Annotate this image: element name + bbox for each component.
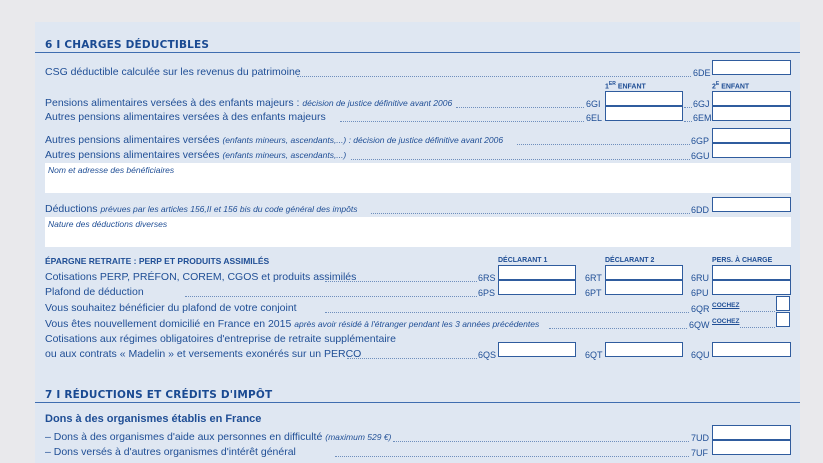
dot-leader [185, 296, 477, 297]
input-6rt[interactable] [605, 265, 683, 280]
dot-leader [456, 107, 584, 108]
epargne-title: ÉPARGNE RETRAITE : PERP ET PRODUITS ASSIMILÉS [45, 256, 270, 266]
dot-leader [335, 456, 689, 457]
dot-leader [740, 327, 775, 328]
code-6ru: 6RU [691, 273, 710, 283]
code-6gj: 6GJ [693, 99, 710, 109]
input-6qt[interactable] [605, 342, 683, 357]
cochez-6qw: COCHEZ [712, 318, 740, 325]
code-6rt: 6RT [585, 273, 602, 283]
code-6dd: 6DD [691, 205, 710, 215]
dons-title: Dons à des organismes établis en France [45, 413, 262, 425]
conjoint-label: Vous souhaitez bénéficier du plafond de votre conjoint [45, 302, 297, 314]
checkbox-6qw[interactable] [776, 312, 790, 327]
code-6qt: 6QT [585, 350, 603, 360]
input-6gj[interactable] [712, 91, 791, 106]
autres-majeurs-label: Autres pensions alimentaires versées à des enfants majeurs [45, 111, 326, 123]
input-6gi[interactable] [605, 91, 683, 106]
cotisations-perp-label: Cotisations PERP, PRÉFON, COREM, CGOS et produits assimilés [45, 271, 357, 283]
code-6pu: 6PU [691, 288, 709, 298]
dot-leader [325, 312, 689, 313]
dot-leader [340, 121, 584, 122]
nature-field[interactable] [45, 217, 791, 247]
section-7-title: 7 I RÉDUCTIONS ET CRÉDITS D'IMPÔT [45, 389, 273, 401]
code-6rs: 6RS [478, 273, 496, 283]
header-declarant-1: DÉCLARANT 1 [498, 257, 548, 264]
code-6ps: 6PS [478, 288, 496, 298]
section-7-rule [35, 402, 800, 403]
dot-leader [684, 107, 692, 108]
input-6ps[interactable] [498, 280, 576, 295]
cochez-6qr: COCHEZ [712, 302, 740, 309]
beneficiaires-label: Nom et adresse des bénéficiaires [48, 165, 175, 175]
input-6el[interactable] [605, 106, 683, 121]
section-6-rule [35, 52, 800, 53]
regimes-label-line1: Cotisations aux régimes obligatoires d'entreprise de retraite supplémentaire [45, 333, 397, 345]
nature-label: Nature des déductions diverses [48, 219, 168, 229]
domicilie-label: Vous êtes nouvellement domicilié en France en 2015 après avoir résidé à l'étranger pendant les 3 années précédentes [45, 318, 540, 330]
input-6qs[interactable] [498, 342, 576, 357]
code-6gi: 6GI [586, 99, 601, 109]
code-6qw: 6QW [689, 320, 710, 330]
deductions-label: Déductions prévues par les articles 156,II et 156 bis du code général des impôts [45, 203, 358, 215]
input-7uf[interactable] [712, 440, 791, 455]
input-7ud[interactable] [712, 425, 791, 440]
input-6ru[interactable] [712, 265, 791, 280]
dot-leader [517, 144, 690, 145]
dot-leader [347, 358, 477, 359]
dons-interet-general-label: – Dons versés à d'autres organismes d'intérêt général [45, 446, 296, 458]
code-6qu: 6QU [691, 350, 710, 360]
pensions-majeurs-label: Pensions alimentaires versées à des enfants majeurs : décision de justice définitive avant 2006 [45, 97, 453, 109]
code-6pt: 6PT [585, 288, 602, 298]
code-6qs: 6QS [478, 350, 497, 360]
header-pers-charge: PERS. À CHARGE [712, 257, 773, 264]
dot-leader [371, 213, 690, 214]
input-6gp[interactable] [712, 128, 791, 143]
plafond-label: Plafond de déduction [45, 286, 144, 298]
code-6gp: 6GP [691, 136, 710, 146]
dot-leader [325, 281, 477, 282]
autres-mineurs-decision-label: Autres pensions alimentaires versées (enfants mineurs, ascendants,...) : décision de justice définitive avant 2006 [45, 134, 504, 146]
input-6pu[interactable] [712, 280, 791, 295]
code-6em: 6EM [693, 113, 712, 123]
code-6el: 6EL [586, 113, 603, 123]
code-6de: 6DE [693, 68, 711, 78]
input-6pt[interactable] [605, 280, 683, 295]
dot-leader [684, 121, 692, 122]
input-6de[interactable] [712, 60, 791, 75]
dons-difficulte-label: – Dons à des organismes d'aide aux personnes en difficulté (maximum 529 €) [45, 431, 392, 443]
header-declarant-2: DÉCLARANT 2 [605, 257, 655, 264]
tax-form-page [35, 22, 800, 463]
checkbox-6qr[interactable] [776, 296, 790, 311]
header-enfant-1: 1ER ENFANT [605, 81, 646, 91]
code-7uf: 7UF [691, 448, 709, 458]
input-6em[interactable] [712, 106, 791, 121]
dot-leader [351, 159, 690, 160]
beneficiaires-field[interactable] [45, 163, 791, 193]
regimes-label-line2: ou aux contrats « Madelin » et versements exonérés sur un PERCO [45, 348, 362, 360]
code-7ud: 7UD [691, 433, 710, 443]
input-6gu[interactable] [712, 143, 791, 158]
autres-mineurs-label: Autres pensions alimentaires versées (enfants mineurs, ascendants,...) [45, 149, 347, 161]
dot-leader [393, 441, 689, 442]
section-6-title: 6 I CHARGES DÉDUCTIBLES [45, 39, 210, 51]
dot-leader [549, 328, 687, 329]
input-6qu[interactable] [712, 342, 791, 357]
input-6dd[interactable] [712, 197, 791, 212]
input-6rs[interactable] [498, 265, 576, 280]
code-6qr: 6QR [691, 304, 710, 314]
code-6gu: 6GU [691, 151, 710, 161]
dot-leader [740, 311, 775, 312]
header-enfant-2: $2^E$ ENFANT [712, 81, 750, 91]
csg-label: CSG déductible calculée sur les revenus du patrimoine [45, 66, 301, 78]
dot-leader [297, 76, 691, 77]
